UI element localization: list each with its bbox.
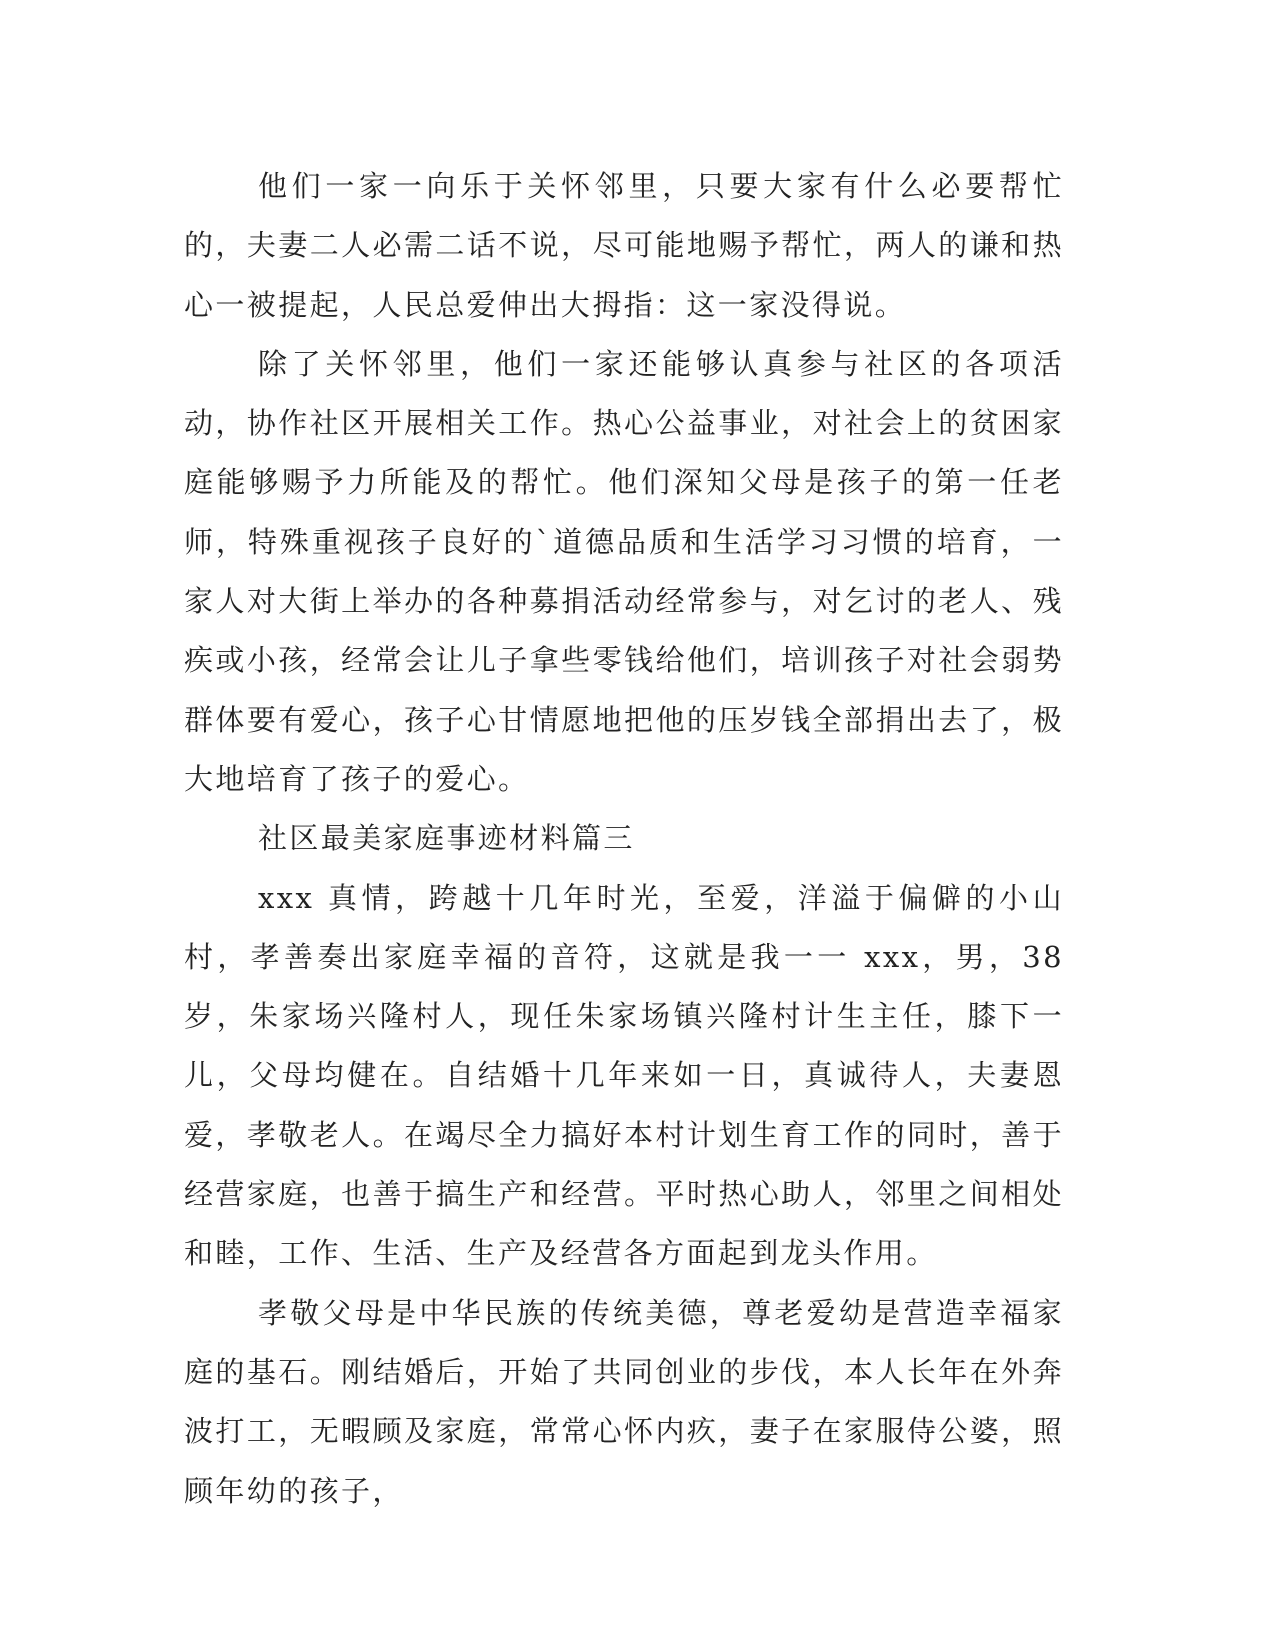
- section-heading: 社区最美家庭事迹材料篇三: [258, 821, 635, 856]
- paragraph-community-activities: 除了关怀邻里，他们一家还能够认真参与社区的各项活动，协作社区开展相关工作。热心公益事业，对社会上的贫困家庭能够赐予力所能及的帮忙。他们深知父母是孩子的第一任老师，特殊重视孩子良好的`道德品质和生活学习习惯的培育，一家人对大街上举办的各种募捐活动经常参与，对乞讨的老人、残疾或小孩，经常会让儿子拿些零钱给他们，培训孩子对社会弱势群体要有爱心，孩子心甘情愿地把他的压岁钱全部捐出去了，极大地培育了孩子的爱心。: [184, 346, 1064, 796]
- paragraph-filial-piety: 孝敬父母是中华民族的传统美德，尊老爱幼是营造幸福家庭的基石。刚结婚后，开始了共同创业的步伐，本人长年在外奔波打工，无暇顾及家庭，常常心怀内疚，妻子在家服侍公婆，照顾年幼的孩子，: [184, 1295, 1064, 1508]
- document-body: [184, 157, 1064, 1521]
- paragraph-introduction: xxx 真情，跨越十几年时光，至爱，洋溢于偏僻的小山村，孝善奏出家庭幸福的音符，这就是我一一 xxx，男，38 岁，朱家场兴隆村人，现任朱家场镇兴隆村计生主任，膝下一儿，父母均健在。自结婚十几年来如一日，真诚待人，夫妻恩爱，孝敬老人。在竭尽全力搞好本村计划生育工作的同时，善于经营家庭，也善于搞生产和经营。平时热心助人，邻里之间相处和睦，工作、生活、生产及经营各方面起到龙头作用。: [184, 880, 1064, 1271]
- paragraph-neighbors: 他们一家一向乐于关怀邻里，只要大家有什么必要帮忙的，夫妻二人必需二话不说，尽可能地赐予帮忙，两人的谦和热心一被提起，人民总爱伸出大拇指：这一家没得说。: [184, 169, 1064, 322]
